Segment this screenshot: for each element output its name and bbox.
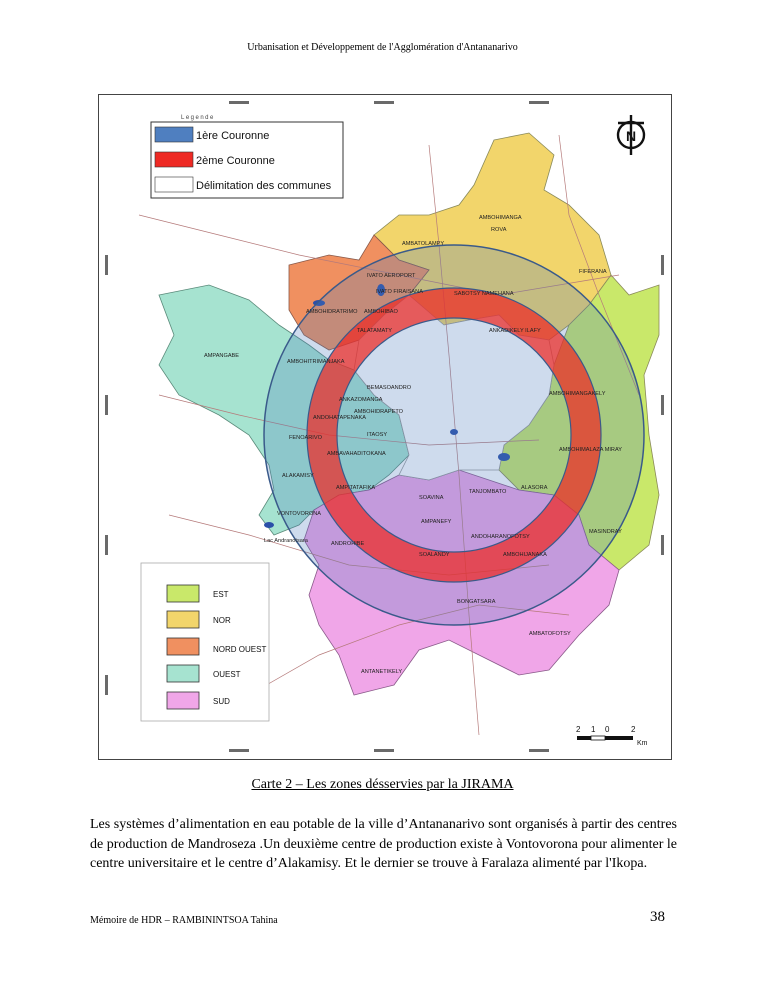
legend-label-communes: Délimitation des communes (196, 180, 332, 192)
label-ambatofotsy: AMBATOFOTSY (529, 631, 571, 637)
label-bongatsara: BONGATSARA (457, 599, 496, 605)
label-andoharanofotsy: ANDOHARANOFOTSY (471, 534, 530, 540)
label-vontovorona: VONTOVORONA (277, 511, 322, 517)
north-letter: N (625, 128, 637, 144)
north-arrow-icon (618, 115, 644, 155)
label-androhibe: ANDROHIBE (331, 541, 365, 547)
legend-zone-ouest: OUEST (213, 670, 241, 679)
label-ambohidratrimo: AMBOHIDRATRIMO (306, 309, 358, 315)
label-antanetikely: ANTANETIKELY (361, 669, 403, 675)
label-alasora: ALASORA (521, 485, 548, 491)
label-ankazomanga: ANKAZOMANGA (339, 397, 383, 403)
legend-zones (141, 563, 269, 721)
legend-label-1ere: 1ère Couronne (196, 130, 270, 142)
legend-label-2eme: 2ème Couronne (196, 155, 275, 167)
label-ambavahaditokana: AMBAVAHADITOKANA (327, 451, 386, 457)
label-ambohidrapeto: AMBOHIDRAPETO (354, 409, 404, 415)
scale-tick-3: 2 (631, 725, 636, 734)
label-ivato-firaisana: IVATO FIRAISANA (376, 289, 423, 295)
label-ambohijanaka: AMBOHIJANAKA (503, 552, 547, 558)
label-ivato-aeroport: IVATO AEROPORT (367, 273, 416, 279)
label-ampangabe: AMPANGABE (204, 353, 240, 359)
legend-couronnes (151, 115, 343, 198)
scale-bar (571, 723, 649, 749)
label-bemasoandro: BEMASOANDRO (367, 385, 412, 391)
label-andohatapenaka: ANDOHATAPENAKA (313, 415, 366, 421)
legend-zone-sud: SUD (213, 697, 230, 706)
label-lac: Lac Andranotsara (264, 538, 308, 544)
running-header: Urbanisation et Développement de l'Agglomération d'Antananarivo (247, 42, 518, 53)
figure-caption: Carte 2 – Les zones désservies par la JIRAMA (251, 777, 514, 792)
label-soavina: SOAVINA (419, 495, 444, 501)
label-talatamaty: TALATAMATY (357, 328, 393, 334)
label-ambohitrimanjaka: AMBOHITRIMANJAKA (287, 359, 345, 365)
label-itaosy: ITAOSY (367, 432, 388, 438)
body-paragraph: Les systèmes d’alimentation en eau potable de la ville d’Antananarivo sont organisés à partir des centres de production de Mandroseza .Un deuxième centre de production existe à Vontovorona pour alimenter le centre universitaire et le centre d’Alakamisy. Et le dernier se trouve à Faralaza alimenté par l'Ikopa. (90, 817, 677, 871)
label-ambohimanga: AMBOHIMANGA (479, 215, 522, 221)
label-fiferana: FIFERANA (579, 269, 607, 275)
legend-zone-nord-ouest: NORD OUEST (213, 645, 267, 654)
label-tanjombato: TANJOMBATO (469, 489, 507, 495)
label-ambohibao: AMBOHIBAO (364, 309, 398, 315)
label-sabotsy-namehana: SABOTSY NAMEHANA (454, 291, 514, 297)
label-masindray: MASINDRAY (589, 529, 622, 535)
legend-swatch-2eme (155, 152, 193, 167)
page-number: 38 (650, 909, 665, 925)
label-ankadikely: ANKADIKELY ILAFY (489, 328, 541, 334)
label-ambatolampy: AMBATOLAMPY (402, 241, 445, 247)
legend-title: Legende (181, 115, 215, 121)
label-ambohimangakely: AMBOHIMANGAKELY (549, 391, 606, 397)
legend-zone-nor: NOR (213, 616, 231, 625)
legend-zone-est: EST (213, 590, 229, 599)
scale-tick-1: 1 (591, 725, 596, 734)
legend-swatch-1ere (155, 127, 193, 142)
label-ambohimalaza: AMBOHIMALAZA MIRAY (559, 447, 622, 453)
label-ampanefy: AMPANEFY (421, 519, 452, 525)
label-rova: ROVA (491, 227, 507, 233)
label-alakamisy: ALAKAMISY (282, 473, 314, 479)
label-fenoarivo: FENOARIVO (289, 435, 322, 441)
scale-tick-0: 2 (576, 725, 581, 734)
scale-tick-2: 0 (605, 725, 610, 734)
label-soalandy: SOALANDY (419, 552, 450, 558)
map-svg (99, 95, 671, 759)
scale-unit: Km (637, 740, 648, 747)
footer-author: Mémoire de HDR – RAMBININTSOA Tahina (90, 915, 278, 926)
legend-swatch-communes (155, 177, 193, 192)
label-ampitatafika: AMPITATAFIKA (336, 485, 376, 491)
map-figure (98, 94, 672, 760)
